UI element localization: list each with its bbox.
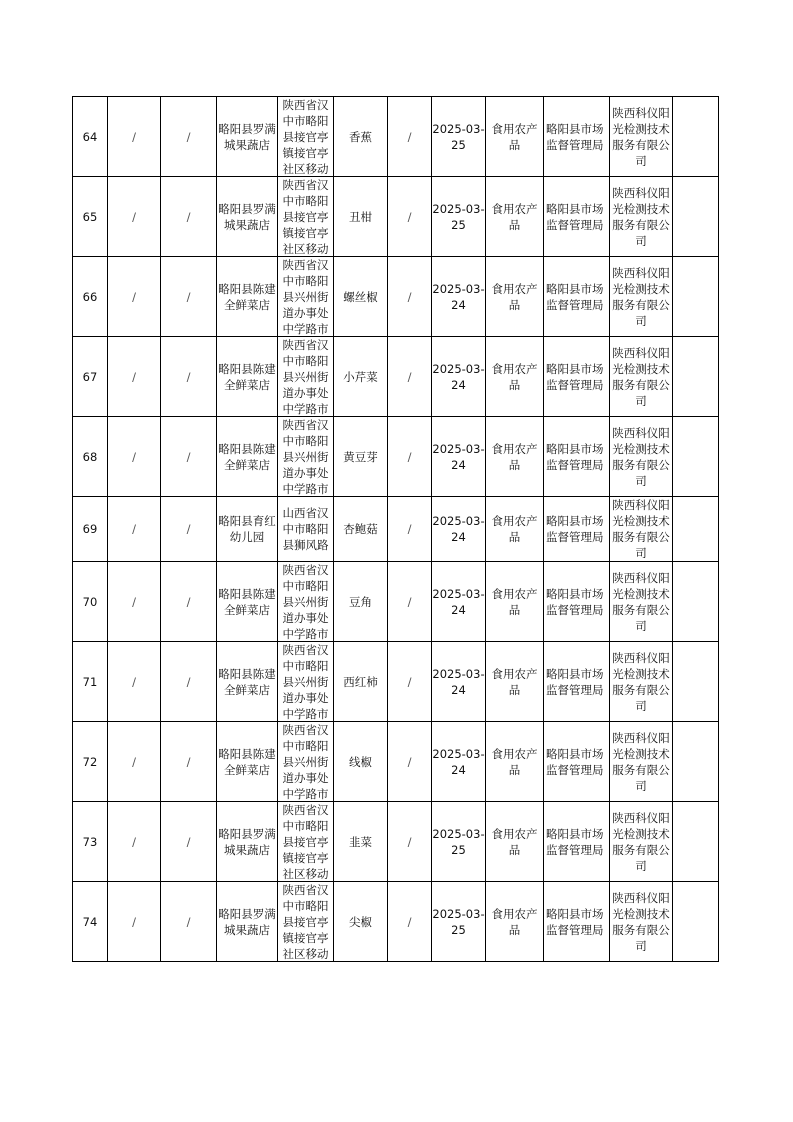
row-number: 70 [73,562,108,642]
empty-field: / [161,337,217,417]
empty-field: / [108,882,161,962]
food-category: 食用农产品 [486,802,544,882]
empty-field: / [108,642,161,722]
sampling-date: 2025-03-24 [432,257,486,337]
sampling-date: 2025-03-24 [432,562,486,642]
remarks-cell [673,722,719,802]
empty-field: / [388,97,432,177]
sample-name: 豆角 [334,562,388,642]
task-department: 略阳县市场监督管理局 [544,257,610,337]
table-row [73,802,719,882]
business-address: 陕西省汉中市略阳县接官亭镇接官亭社区移动 [278,177,334,257]
remarks-cell [673,642,719,722]
testing-organization: 陕西科仪阳光检测技术服务有限公司 [610,642,673,722]
sample-name: 香蕉 [334,97,388,177]
empty-field: / [108,562,161,642]
table-row [73,642,719,722]
business-address: 陕西省汉中市略阳县兴州街道办事处中学路市 [278,257,334,337]
task-department: 略阳县市场监督管理局 [544,642,610,722]
sampling-date: 2025-03-25 [432,97,486,177]
empty-field: / [161,722,217,802]
task-department: 略阳县市场监督管理局 [544,882,610,962]
empty-field: / [388,337,432,417]
testing-organization: 陕西科仪阳光检测技术服务有限公司 [610,802,673,882]
sampling-date: 2025-03-25 [432,802,486,882]
row-number: 64 [73,97,108,177]
empty-field: / [108,497,161,562]
business-address: 陕西省汉中市略阳县兴州街道办事处中学路市 [278,417,334,497]
empty-field: / [161,177,217,257]
row-number: 66 [73,257,108,337]
row-number: 72 [73,722,108,802]
remarks-cell [673,882,719,962]
empty-field: / [388,802,432,882]
empty-field: / [161,882,217,962]
sample-name: 西红柿 [334,642,388,722]
empty-field: / [161,257,217,337]
food-category: 食用农产品 [486,257,544,337]
sample-name: 杏鲍菇 [334,497,388,562]
testing-organization: 陕西科仪阳光检测技术服务有限公司 [610,417,673,497]
empty-field: / [161,97,217,177]
row-number: 71 [73,642,108,722]
food-category: 食用农产品 [486,97,544,177]
table-row [73,562,719,642]
sampling-date: 2025-03-24 [432,417,486,497]
business-name: 略阳县罗满城果蔬店 [217,177,278,257]
remarks-cell [673,497,719,562]
sampling-date: 2025-03-24 [432,497,486,562]
empty-field: / [388,417,432,497]
business-name: 略阳县陈建全鲜菜店 [217,337,278,417]
business-address: 山西省汉中市略阳县狮风路 [278,497,334,562]
food-category: 食用农产品 [486,417,544,497]
task-department: 略阳县市场监督管理局 [544,417,610,497]
sample-name: 螺丝椒 [334,257,388,337]
food-category: 食用农产品 [486,882,544,962]
food-category: 食用农产品 [486,562,544,642]
business-name: 略阳县陈建全鲜菜店 [217,257,278,337]
sample-name: 丑柑 [334,177,388,257]
business-address: 陕西省汉中市略阳县兴州街道办事处中学路市 [278,562,334,642]
table-row [73,337,719,417]
table-body [73,97,719,962]
remarks-cell [673,337,719,417]
row-number: 67 [73,337,108,417]
business-name: 略阳县陈建全鲜菜店 [217,722,278,802]
table-row [73,882,719,962]
sampling-date: 2025-03-24 [432,337,486,417]
empty-field: / [161,562,217,642]
table-row [73,257,719,337]
empty-field: / [161,802,217,882]
business-address: 陕西省汉中市略阳县兴州街道办事处中学路市 [278,642,334,722]
empty-field: / [108,337,161,417]
sampling-date: 2025-03-24 [432,642,486,722]
testing-organization: 陕西科仪阳光检测技术服务有限公司 [610,497,673,562]
sample-name: 韭菜 [334,802,388,882]
business-address: 陕西省汉中市略阳县兴州街道办事处中学路市 [278,337,334,417]
task-department: 略阳县市场监督管理局 [544,562,610,642]
task-department: 略阳县市场监督管理局 [544,177,610,257]
business-address: 陕西省汉中市略阳县兴州街道办事处中学路市 [278,722,334,802]
empty-field: / [161,497,217,562]
task-department: 略阳县市场监督管理局 [544,337,610,417]
sample-name: 小芹菜 [334,337,388,417]
table-row [73,497,719,562]
testing-organization: 陕西科仪阳光检测技术服务有限公司 [610,97,673,177]
empty-field: / [388,497,432,562]
remarks-cell [673,562,719,642]
food-category: 食用农产品 [486,722,544,802]
remarks-cell [673,97,719,177]
empty-field: / [161,642,217,722]
business-name: 略阳县罗满城果蔬店 [217,802,278,882]
testing-organization: 陕西科仪阳光检测技术服务有限公司 [610,882,673,962]
empty-field: / [108,417,161,497]
empty-field: / [388,177,432,257]
sample-name: 线椒 [334,722,388,802]
row-number: 74 [73,882,108,962]
remarks-cell [673,177,719,257]
task-department: 略阳县市场监督管理局 [544,497,610,562]
business-address: 陕西省汉中市略阳县接官亭镇接官亭社区移动 [278,882,334,962]
business-name: 略阳县罗满城果蔬店 [217,882,278,962]
task-department: 略阳县市场监督管理局 [544,802,610,882]
testing-organization: 陕西科仪阳光检测技术服务有限公司 [610,337,673,417]
empty-field: / [388,722,432,802]
table-row [73,722,719,802]
food-category: 食用农产品 [486,642,544,722]
business-name: 略阳县陈建全鲜菜店 [217,417,278,497]
business-address: 陕西省汉中市略阳县接官亭镇接官亭社区移动 [278,97,334,177]
row-number: 69 [73,497,108,562]
food-category: 食用农产品 [486,337,544,417]
row-number: 65 [73,177,108,257]
empty-field: / [108,97,161,177]
remarks-cell [673,257,719,337]
testing-organization: 陕西科仪阳光检测技术服务有限公司 [610,257,673,337]
empty-field: / [388,257,432,337]
food-category: 食用农产品 [486,177,544,257]
business-name: 略阳县育红幼儿园 [217,497,278,562]
testing-organization: 陕西科仪阳光检测技术服务有限公司 [610,562,673,642]
remarks-cell [673,417,719,497]
empty-field: / [388,562,432,642]
task-department: 略阳县市场监督管理局 [544,722,610,802]
row-number: 68 [73,417,108,497]
table-row [73,97,719,177]
testing-organization: 陕西科仪阳光检测技术服务有限公司 [610,722,673,802]
results-table [72,96,719,962]
testing-organization: 陕西科仪阳光检测技术服务有限公司 [610,177,673,257]
empty-field: / [108,257,161,337]
sampling-date: 2025-03-25 [432,882,486,962]
task-department: 略阳县市场监督管理局 [544,97,610,177]
business-name: 略阳县陈建全鲜菜店 [217,562,278,642]
empty-field: / [388,882,432,962]
business-address: 陕西省汉中市略阳县接官亭镇接官亭社区移动 [278,802,334,882]
empty-field: / [388,642,432,722]
sample-name: 尖椒 [334,882,388,962]
table-row [73,417,719,497]
empty-field: / [161,417,217,497]
remarks-cell [673,802,719,882]
table-row [73,177,719,257]
empty-field: / [108,177,161,257]
food-category: 食用农产品 [486,497,544,562]
sampling-date: 2025-03-24 [432,722,486,802]
business-name: 略阳县罗满城果蔬店 [217,97,278,177]
business-name: 略阳县陈建全鲜菜店 [217,642,278,722]
sampling-date: 2025-03-25 [432,177,486,257]
sample-name: 黄豆芽 [334,417,388,497]
empty-field: / [108,722,161,802]
empty-field: / [108,802,161,882]
row-number: 73 [73,802,108,882]
